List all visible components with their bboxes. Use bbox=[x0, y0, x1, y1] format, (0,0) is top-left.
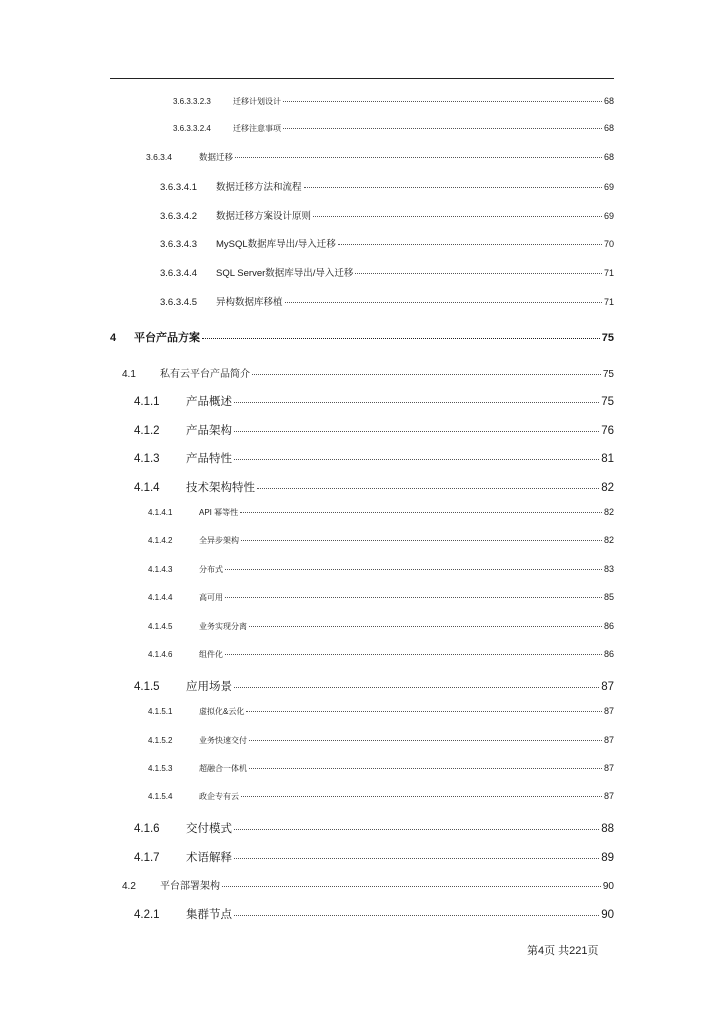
toc-entry-number: 4.1.4.5 bbox=[148, 622, 173, 631]
toc-leader-dots bbox=[313, 216, 602, 217]
toc-entry-page-number: 87 bbox=[603, 791, 614, 801]
toc-entry-number: 4.1.5.3 bbox=[148, 764, 173, 773]
toc-entry-page-number: 82 bbox=[603, 507, 614, 517]
toc-entry[interactable] bbox=[173, 96, 614, 107]
toc-leader-dots bbox=[355, 273, 602, 274]
toc-entry-number: 4.1.5.2 bbox=[148, 736, 173, 745]
toc-entry-page-number: 69 bbox=[603, 182, 614, 192]
toc-leader-dots bbox=[225, 597, 602, 598]
toc-entry-title: 产品特性 bbox=[186, 453, 232, 465]
toc-entry[interactable] bbox=[148, 763, 614, 774]
toc-entry-page-number: 81 bbox=[601, 453, 614, 465]
toc-entry[interactable] bbox=[134, 678, 614, 694]
toc-entry-page-number: 76 bbox=[601, 425, 614, 437]
toc-entry-number: 3.6.3.4.3 bbox=[160, 239, 197, 250]
toc-entry[interactable] bbox=[160, 179, 614, 193]
toc-entry[interactable] bbox=[148, 507, 614, 518]
toc-entry-number: 4.1.4.6 bbox=[148, 650, 173, 659]
toc-leader-dots bbox=[234, 858, 599, 859]
toc-entry-page-number: 75 bbox=[601, 396, 614, 408]
toc-entry-page-number: 75 bbox=[602, 369, 614, 380]
toc-entry-title: 术语解释 bbox=[186, 852, 232, 864]
toc-entry-number: 3.6.3.4.1 bbox=[160, 182, 197, 193]
toc-entry-title: 超融合一体机 bbox=[199, 764, 247, 773]
toc-entry-page-number: 86 bbox=[603, 621, 614, 631]
toc-entry[interactable] bbox=[148, 564, 614, 575]
toc-leader-dots bbox=[241, 540, 602, 541]
toc-leader-dots bbox=[225, 654, 602, 655]
toc-entry-number: 3.6.3.3.2.4 bbox=[173, 124, 211, 133]
toc-leader-dots bbox=[249, 768, 602, 769]
toc-leader-dots bbox=[283, 101, 602, 102]
toc-entry[interactable] bbox=[110, 329, 614, 345]
toc-leader-dots bbox=[241, 796, 602, 797]
toc-entry-title: 私有云平台产品简介 bbox=[160, 369, 250, 380]
toc-entry-number: 4.1.3 bbox=[134, 453, 160, 465]
toc-entry-page-number: 85 bbox=[603, 592, 614, 602]
toc-entry-number: 4.1.7 bbox=[134, 852, 160, 864]
toc-entry-title: 应用场景 bbox=[186, 681, 232, 693]
toc-entry-title: 数据迁移方法和流程 bbox=[216, 182, 302, 193]
toc-entry-page-number: 86 bbox=[603, 649, 614, 659]
toc-entry[interactable] bbox=[148, 735, 614, 746]
toc-entry[interactable] bbox=[122, 877, 614, 892]
header-rule bbox=[110, 78, 614, 79]
toc-entry-number: 4.1 bbox=[122, 369, 136, 380]
toc-entry-page-number: 68 bbox=[603, 123, 614, 133]
toc-entry-number: 4.1.2 bbox=[134, 425, 160, 437]
toc-leader-dots bbox=[304, 187, 602, 188]
toc-entry-number: 4.1.4.4 bbox=[148, 593, 173, 602]
toc-entry-page-number: 90 bbox=[602, 881, 614, 892]
toc-entry-page-number: 89 bbox=[601, 852, 614, 864]
toc-entry-page-number: 75 bbox=[601, 332, 614, 344]
page-footer: 第4页 共221页 bbox=[527, 945, 599, 957]
toc-entry[interactable] bbox=[134, 820, 614, 836]
toc-entry-page-number: 69 bbox=[603, 211, 614, 221]
toc-entry-title: 数据迁移方案设计原则 bbox=[216, 211, 312, 222]
toc-entry-number: 4.1.5.4 bbox=[148, 792, 173, 801]
toc-entry-title: 交付模式 bbox=[186, 823, 232, 835]
toc-entry-page-number: 87 bbox=[603, 735, 614, 745]
toc-leader-dots bbox=[202, 338, 600, 339]
toc-entry-number: 3.6.3.4 bbox=[146, 152, 172, 162]
toc-entry-title: 集群节点 bbox=[186, 909, 232, 921]
toc-entry-number: 4.1.1 bbox=[134, 396, 160, 408]
toc-entry-number: 4.2.1 bbox=[134, 909, 160, 921]
toc-entry-title: 产品概述 bbox=[186, 396, 232, 408]
toc-entry-page-number: 68 bbox=[603, 152, 614, 162]
toc-entry-title: 产品架构 bbox=[186, 425, 232, 437]
toc-leader-dots bbox=[240, 512, 602, 513]
toc-leader-dots bbox=[249, 626, 602, 627]
toc-entry-number: 4.1.5 bbox=[134, 681, 160, 693]
toc-entry[interactable] bbox=[134, 450, 614, 466]
toc-entry[interactable] bbox=[134, 906, 614, 922]
toc-entry[interactable] bbox=[148, 791, 614, 802]
toc-entry-page-number: 82 bbox=[601, 482, 614, 494]
toc-entry-number: 4.1.4.2 bbox=[148, 536, 173, 545]
toc-leader-dots bbox=[234, 402, 599, 403]
toc-entry-page-number: 87 bbox=[603, 763, 614, 773]
toc-leader-dots bbox=[338, 244, 602, 245]
toc-entry-title: 业务实现分离 bbox=[199, 622, 247, 631]
toc-entry-page-number: 83 bbox=[603, 564, 614, 574]
toc-entry[interactable] bbox=[134, 422, 614, 438]
toc-entry[interactable] bbox=[122, 365, 614, 380]
toc-entry-title: 全异步架构 bbox=[199, 536, 239, 545]
toc-entry-title: 技术架构特性 bbox=[186, 482, 255, 494]
toc-entry-title: 虚拟化&云化 bbox=[199, 707, 245, 716]
toc-leader-dots bbox=[234, 829, 599, 830]
toc-entry-page-number: 71 bbox=[603, 268, 614, 278]
toc-leader-dots bbox=[234, 687, 599, 688]
toc-entry-number: 4 bbox=[110, 332, 117, 344]
toc-entry[interactable] bbox=[160, 294, 614, 308]
toc-entry-title: 迁移计划设计 bbox=[233, 97, 281, 106]
toc-entry-number: 4.1.4 bbox=[134, 482, 160, 494]
toc-entry[interactable] bbox=[160, 208, 614, 222]
toc-entry[interactable] bbox=[134, 849, 614, 865]
toc-leader-dots bbox=[235, 157, 602, 158]
toc-entry-title: 平台产品方案 bbox=[134, 332, 200, 344]
toc-entry[interactable] bbox=[146, 151, 614, 163]
toc-entry-number: 4.1.4.3 bbox=[148, 565, 173, 574]
toc-leader-dots bbox=[257, 488, 599, 489]
toc-entry-page-number: 90 bbox=[601, 909, 614, 921]
toc-entry-page-number: 82 bbox=[603, 535, 614, 545]
toc-leader-dots bbox=[285, 302, 602, 303]
toc-entry[interactable] bbox=[160, 236, 614, 250]
toc-entry-title: 组件化 bbox=[199, 650, 223, 659]
toc-entry[interactable] bbox=[148, 706, 614, 717]
toc-entry-number: 3.6.3.3.2.3 bbox=[173, 97, 211, 106]
toc-leader-dots bbox=[249, 740, 602, 741]
toc-entry-title: 数据迁移 bbox=[199, 152, 234, 162]
toc-entry-page-number: 87 bbox=[603, 706, 614, 716]
toc-entry-title: 迁移注意事项 bbox=[233, 124, 281, 133]
toc-entry-page-number: 71 bbox=[603, 297, 614, 307]
toc-entry-title: SQL Server数据库导出/导入迁移 bbox=[216, 268, 354, 279]
toc-entry-page-number: 88 bbox=[601, 823, 614, 835]
toc-leader-dots bbox=[283, 128, 602, 129]
toc-entry-number: 3.6.3.4.4 bbox=[160, 268, 197, 279]
toc-entry[interactable] bbox=[173, 123, 614, 134]
toc-entry-page-number: 68 bbox=[603, 96, 614, 106]
toc-entry-page-number: 70 bbox=[603, 239, 614, 249]
toc-entry-number: 4.1.5.1 bbox=[148, 707, 173, 716]
toc-entry-title: API 幂等性 bbox=[199, 508, 239, 517]
toc-entry[interactable] bbox=[134, 479, 614, 495]
toc-entry-number: 4.2 bbox=[122, 881, 136, 892]
toc-entry-title: 分布式 bbox=[199, 565, 223, 574]
toc-entry-title: 平台部署架构 bbox=[160, 881, 220, 892]
toc-leader-dots bbox=[222, 886, 601, 887]
toc-leader-dots bbox=[225, 569, 602, 570]
toc-leader-dots bbox=[234, 915, 599, 916]
toc-entry-number: 3.6.3.4.5 bbox=[160, 297, 197, 308]
toc-entry-page-number: 87 bbox=[601, 681, 614, 693]
toc-entry-title: 业务快速交付 bbox=[199, 736, 247, 745]
toc-entry-title: 政企专有云 bbox=[199, 792, 239, 801]
toc-entry-number: 3.6.3.4.2 bbox=[160, 211, 197, 222]
toc-entry[interactable] bbox=[160, 265, 614, 279]
toc-entry[interactable] bbox=[134, 393, 614, 409]
toc-leader-dots bbox=[234, 459, 599, 460]
toc-leader-dots bbox=[252, 374, 601, 375]
toc-entry-title: 高可用 bbox=[199, 593, 223, 602]
toc-entry-number: 4.1.4.1 bbox=[148, 508, 173, 517]
toc-leader-dots bbox=[246, 711, 602, 712]
toc-entry[interactable] bbox=[148, 649, 614, 660]
toc-entry[interactable] bbox=[148, 621, 614, 632]
toc-entry-number: 4.1.6 bbox=[134, 823, 160, 835]
toc-leader-dots bbox=[234, 431, 599, 432]
toc-entry[interactable] bbox=[148, 535, 614, 546]
toc-entry[interactable] bbox=[148, 592, 614, 603]
toc-entry-title: MySQL数据库导出/导入迁移 bbox=[216, 239, 336, 250]
toc-entry-title: 异构数据库移植 bbox=[216, 297, 283, 308]
